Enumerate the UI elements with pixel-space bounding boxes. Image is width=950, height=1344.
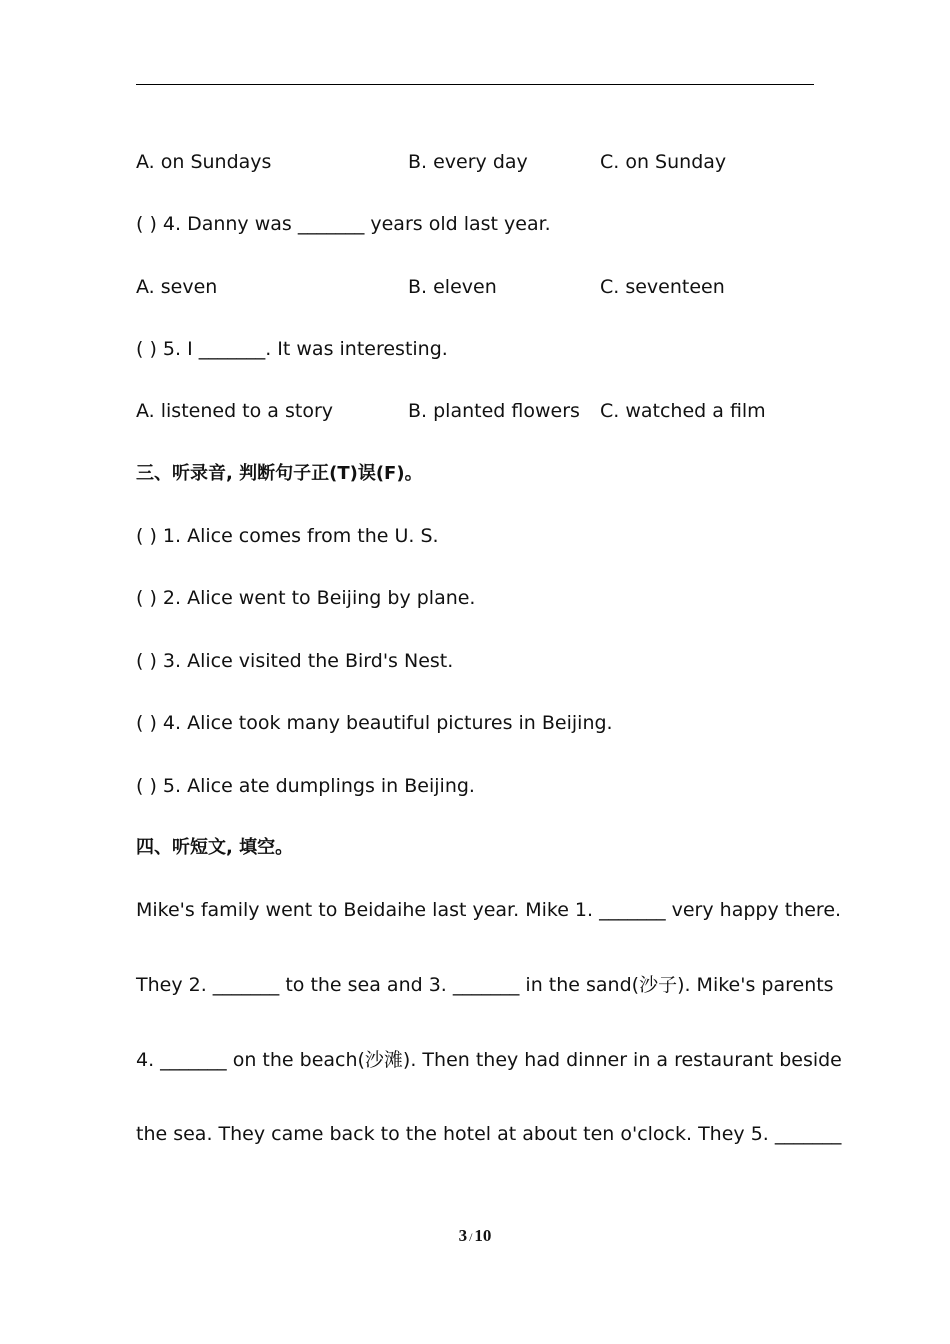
section4-line-3: 4. _______ on the beach(沙滩). Then they had dinner in a restaurant beside — [136, 1049, 842, 1071]
q5-question: ( ) 5. I _______. It was interesting. — [136, 338, 448, 360]
q3-option-c: C. on Sunday — [600, 151, 727, 173]
q4-option-b: B. eleven — [408, 276, 497, 298]
q5-option-a: A. listened to a story — [136, 400, 333, 422]
q4-option-c: C. seventeen — [600, 276, 725, 298]
page-number — [0, 1226, 950, 1246]
section4-line-1: Mike's family went to Beidaihe last year. Mike 1. _______ very happy there. — [136, 899, 842, 921]
section3-item-3: ( ) 3. Alice visited the Bird's Nest. — [136, 650, 454, 672]
section4-title: 四、听短文, 填空。 — [136, 837, 294, 858]
header-rule — [136, 84, 814, 85]
section3-item-2: ( ) 2. Alice went to Beijing by plane. — [136, 587, 476, 609]
q3-option-b: B. every day — [408, 151, 528, 173]
section3-item-1: ( ) 1. Alice comes from the U. S. — [136, 525, 439, 547]
section4-line-4: the sea. They came back to the hotel at about ten o'clock. They 5. _______ — [136, 1123, 842, 1145]
section3-item-4: ( ) 4. Alice took many beautiful pictures in Beijing. — [136, 712, 613, 734]
q3-option-a: A. on Sundays — [136, 151, 272, 173]
page-total: 10 — [474, 1226, 492, 1245]
page-current: 3 — [458, 1226, 468, 1245]
section3-item-5: ( ) 5. Alice ate dumplings in Beijing. — [136, 775, 475, 797]
page-separator: / — [469, 1230, 473, 1244]
q5-option-b: B. planted flowers — [408, 400, 580, 422]
q5-option-c: C. watched a film — [600, 400, 766, 422]
q4-option-a: A. seven — [136, 276, 218, 298]
q4-question: ( ) 4. Danny was _______ years old last year. — [136, 213, 551, 235]
section3-title: 三、听录音, 判断句子正(T)误(F)。 — [136, 463, 423, 484]
section4-line-2: They 2. _______ to the sea and 3. _______ in the sand(沙子). Mike's parents — [136, 974, 834, 996]
